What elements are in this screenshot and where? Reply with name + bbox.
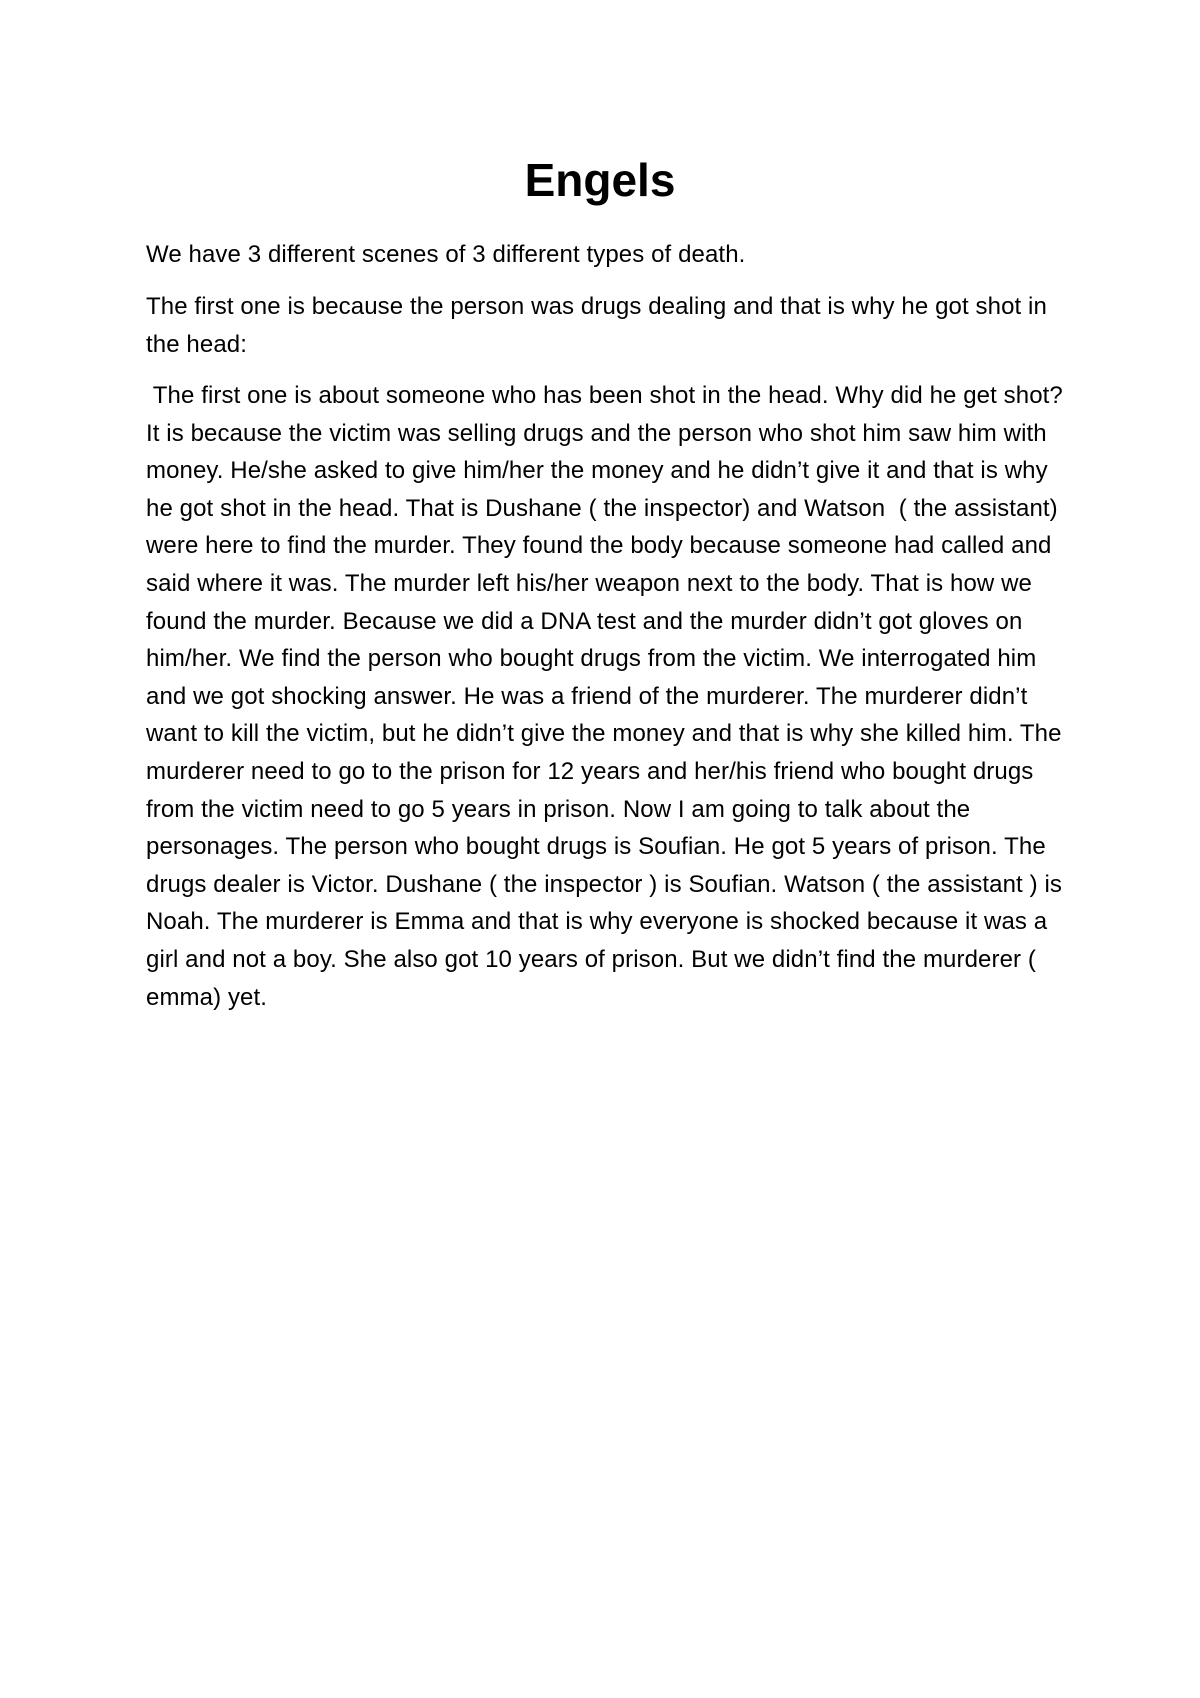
paragraph-intro: We have 3 different scenes of 3 different types of death.	[146, 241, 746, 268]
paragraph-first-scene-summary: The first one is because the person was drugs dealing and that is why he got shot in the head:	[146, 293, 1047, 358]
document-title: Engels	[524, 154, 676, 206]
paragraph-first-scene-story: The first one is about someone who has been shot in the head. Why did he get shot? It is because the victim was selling drugs and the person who shot him saw him with money. He/she asked to give him/her the money and he didn’t give it and that is why he got shot in the head. That is Dushane ( the inspector) and Watson ( the assistant) were here to find the murder. They found the body because someone had called and said where it was. The murder left his/her weapon next to the body. That is how we found the murder. Because we did a DNA test and the murder didn’t got gloves on him/her. We find the person who bought drugs from the victim. We interrogated him and we got shocking answer. He was a friend of the murderer. The murderer didn’t want to kill the victim, but he didn’t give the money and that is why she killed him. The murderer need to go to the prison for 12 years and her/his friend who bought drugs from the victim need to go 5 years in prison. Now I am going to talk about the personages. The person who bought drugs is Soufian. He got 5 years of prison. The drugs dealer is Victor. Dushane ( the inspector ) is Soufian. Watson ( the assistant ) is Noah. The murderer is Emma and that is why everyone is shocked because it was a girl and not a boy. She also got 10 years of prison. But we didn’t find the murderer ( emma) yet.	[146, 382, 1063, 1011]
